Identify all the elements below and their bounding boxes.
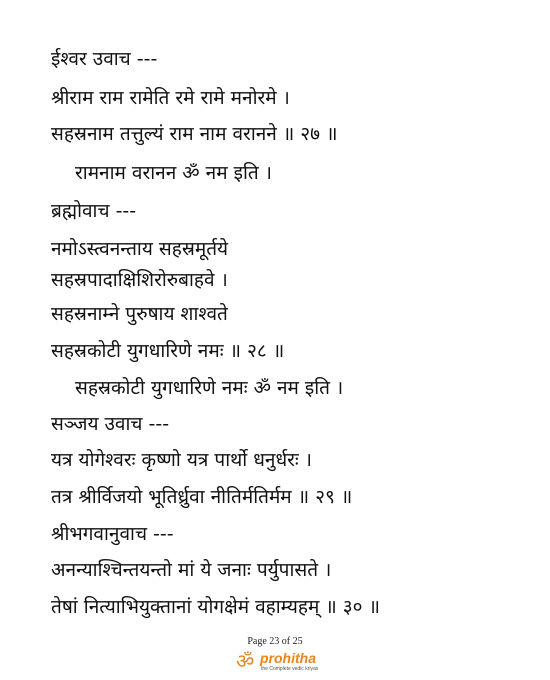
logo-tagline: the Complete vedic kriyas	[261, 666, 319, 672]
verse-line: नमोऽस्त्वनन्ताय सहस्रमूर्तये	[51, 238, 229, 260]
verse-line: अनन्याश्चिन्तयन्तो मां ये जनाः पर्युपासते ।	[51, 559, 332, 581]
verse-line: सहस्रनाम्ने पुरुषाय शाश्वते	[51, 303, 228, 325]
verse-line: तत्र श्रीर्विजयो भूतिर्ध्रुवा नीतिर्मतिर्मम ॥ २९ ॥	[51, 486, 353, 508]
verse-line: सहस्रकोटी युगधारिणे नमः ॥ २८ ॥	[51, 340, 285, 362]
verse-line: श्रीराम राम रामेति रमे रामे मनोरमे ।	[51, 87, 290, 109]
speaker-heading: सञ्जय उवाच ---	[51, 413, 170, 435]
verse-line: तेषां नित्याभियुक्तानां योगक्षेमं वहाम्यहम् ॥ ३० ॥	[51, 596, 380, 618]
page-number: Page 23 of 25	[247, 636, 303, 647]
refrain-line: सहस्रकोटी युगधारिणे नमः ॐ नम इति ।	[75, 377, 344, 399]
speaker-heading: ब्रह्मोवाच ---	[51, 200, 137, 222]
verse-line: सहस्रपादाक्षिशिरोरुबाहवे ।	[51, 269, 228, 291]
prohitha-logo	[236, 650, 326, 676]
speaker-heading: श्रीभगवानुवाच ---	[51, 523, 174, 545]
refrain-line: रामनाम वरानन ॐ नम इति ।	[75, 162, 272, 184]
verse-line: यत्र योगेश्वरः कृष्णो यत्र पार्थो धनुर्धरः ।	[51, 449, 313, 471]
om-icon: ॐ	[236, 649, 255, 673]
verse-line: सहस्रनाम तत्तुल्यं राम नाम वरानने ॥ २७ ॥	[51, 123, 338, 145]
speaker-heading: ईश्वर उवाच ---	[51, 48, 158, 70]
logo-name: prohitha	[260, 650, 316, 666]
